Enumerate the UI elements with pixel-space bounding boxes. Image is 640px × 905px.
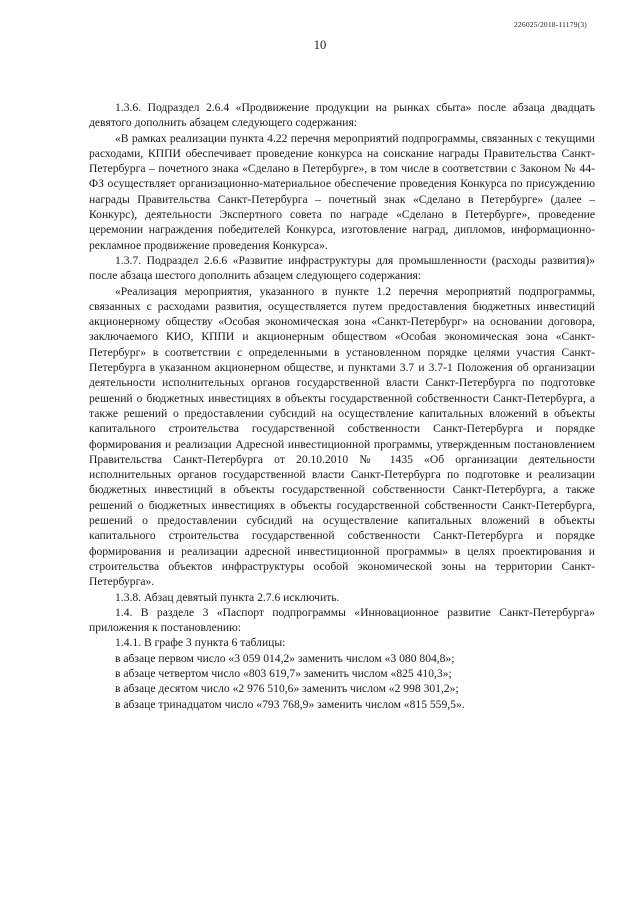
paragraph-replace-tenth: в абзаце десятом число «2 976 510,6» заменить числом «2 998 301,2»; bbox=[115, 682, 459, 696]
paragraph-quote-4-22: «В рамках реализации пункта 4.22 перечня мероприятий подпрограммы, связанных с текущими расходами, КППИ обеспечивает проведение конкурса на соискание награды Правительства Санкт-Петербурга – почетного знака «Сделано в Петербурге», в том числе в соответствии с Законом № 44-ФЗ осуществляет организационно-материальное обеспечение проведения Конкурса по присуждению награды Правительства Санкт-Петербурга – почетный знак «Сделано в Петербурге» (далее – Конкурс), деятельности Экспертного совета по награде «Сделано в Петербурге», проведение церемонии награждения победителей Конкурса, изготовление наград, дипломов, информационно-рекламное продвижение проведения Конкурса». bbox=[89, 131, 595, 252]
paragraph-1-3-8: 1.3.8. Абзац девятый пункта 2.7.6 исключить. bbox=[115, 590, 340, 604]
page-number: 10 bbox=[313, 38, 327, 52]
paragraph-replace-thirteenth: в абзаце тринадцатом число «793 768,9» заменить числом «815 559,5». bbox=[115, 697, 465, 711]
document-number: 226025/2018-11179(3) bbox=[513, 20, 587, 29]
paragraph-1-4-1: 1.4.1. В графе 3 пункта 6 таблицы: bbox=[115, 636, 286, 650]
paragraph-1-3-7: 1.3.7. Подраздел 2.6.6 «Развитие инфраструктуры для промышленности (расходы развития)» после абзаца шестого дополнить абзацем следующего содержания: bbox=[89, 253, 595, 283]
paragraph-1-4: 1.4. В разделе 3 «Паспорт подпрограммы «Инновационное развитие Санкт-Петербурга» приложения к постановлению: bbox=[89, 605, 595, 635]
paragraph-replace-fourth: в абзаце четвертом число «803 619,7» заменить числом «825 410,3»; bbox=[115, 666, 452, 680]
paragraph-replace-first: в абзаце первом число «3 059 014,2» заменить числом «3 080 804,8»; bbox=[115, 651, 455, 665]
paragraph-1-3-6: 1.3.6. Подраздел 2.6.4 «Продвижение продукции на рынках сбыта» после абзаца двадцать девятого дополнить абзацем следующего содержания: bbox=[89, 101, 595, 130]
paragraph-quote-1-2: «Реализация мероприятия, указанного в пункте 1.2 перечня мероприятий подпрограммы, связанных с расходами развития, осуществляется путем предоставления бюджетных инвестиций акционерному обществу «Особая экономическая зона «Санкт-Петербург» на основании договора, заключаемого КИО, КППИ и акционерным обществом «Особая экономическая зона «Санкт-Петербург» в соответствии с определенными в установленном порядке целями участия Санкт-Петербурга в указанном акционерном обществе, и пунктами 3.7 и 3.7-1 Положения об организации деятельности исполнительных органов государственной власти Санкт-Петербурга по подготовке решений о бюджетных инвестициях в объекты государственной собственности Санкт-Петербурга, а также решений о предоставлении субсидий на осуществление капитальных вложений в объекты капитального строительства государственной собственности Санкт-Петербурга и порядке формирования и реализации Адресной инвестиционной программы, утвержденным постановлением Правительства Санкт-Петербурга от 20.10.2010 № 1435 «Об организации деятельности исполнительных органов государственной власти Санкт-Петербурга по подготовке и реализации бюджетных инвестиций в объекты государственной собственности Санкт-Петербурга, а также решений о бюджетных инвестициях в объекты государственной собственности Санкт-Петербурга, решений о предоставлении субсидий на осуществление капитальных вложений в объекты капитального строительства государственной собственности Санкт-Петербурга и порядке формирования и реализации адресной инвестиционной программы» в целях проектирования и строительства объектов инфраструктуры особой экономической зоны на территории Санкт-Петербурга». bbox=[89, 284, 595, 589]
document-body bbox=[89, 100, 595, 712]
